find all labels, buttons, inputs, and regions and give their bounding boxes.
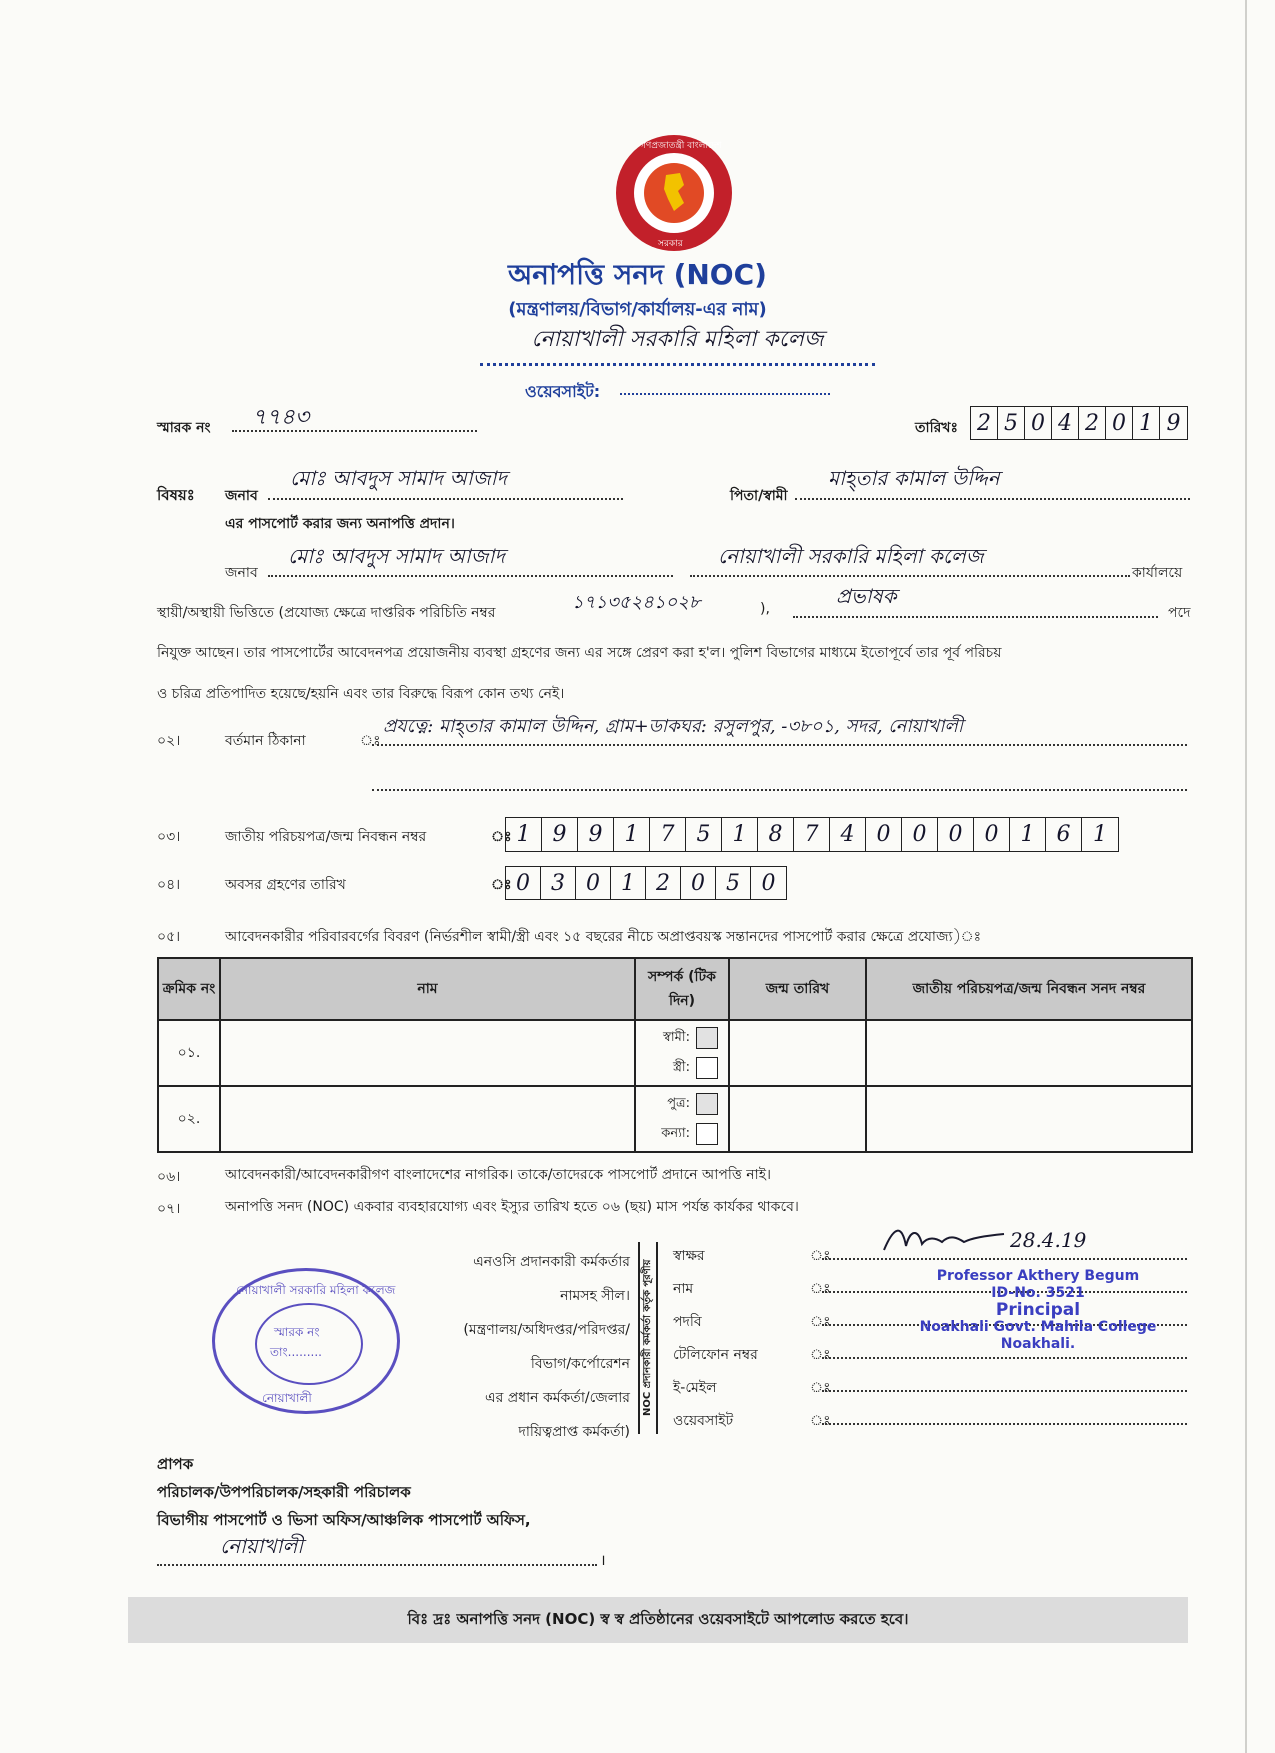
family-members-table [157, 957, 1193, 1153]
header-relation: সম্পর্ক (টিক দিন) [635, 958, 729, 1020]
body-paragraph-1: নিযুক্ত আছেন। তার পাসপোর্টের আবেদনপত্র প্রয়োজনীয় ব্যবস্থা গ্রহণের জন্য এর সঙ্গে প্রেরণ করা হ'ল। পুলিশ বিভাগের মাধ্যমে ইতোপূর্বে তার পূর্ব পরিচয় [157, 645, 1002, 661]
subject-mr-label: জনাব [225, 488, 258, 504]
memo-label: স্মারক নং [157, 420, 211, 436]
digit-box: 0 [681, 867, 716, 899]
officer-line: নামসহ সীল। [560, 1288, 630, 1304]
digit-box: 4 [830, 818, 866, 851]
digit-box: 1 [614, 818, 650, 851]
item-05-num: ০৫। [157, 929, 181, 945]
daughter-checkbox[interactable] [696, 1123, 718, 1145]
field-colon: ঃ [810, 1314, 831, 1330]
item-05-label: আবেদনকারীর পরিবারবর্গের বিবরণ (নির্ভরশীল স্বামী/স্ত্রী এবং ১৫ বছরের নীচে অপ্রাপ্তবয়স্ক সন্তানদের পাসপোর্ট করার ক্ষেত্রে প্রযোজ্য)ঃ [225, 929, 982, 945]
digit-box: 6 [1046, 818, 1082, 851]
recipient-end: । [600, 1551, 606, 1569]
header-dob: জন্ম তারিখ [729, 958, 866, 1020]
digit-box: 1 [722, 818, 758, 851]
relation-cell [635, 1086, 729, 1152]
date-digit-boxes [970, 406, 1188, 440]
header-name: নাম [220, 958, 635, 1020]
subject-name: মোঃ আবদুস সামাদ আজাদ [290, 466, 507, 490]
row-name-cell[interactable] [220, 1020, 635, 1086]
recipient-city: নোয়াখালী [220, 1534, 303, 1558]
digit-box: 0 [866, 818, 902, 851]
father-label: পিতা/স্বামী [730, 488, 788, 504]
relation-cell [635, 1020, 729, 1086]
relation-label: স্ত্রী: [672, 1059, 690, 1075]
row-nid-cell[interactable] [866, 1020, 1192, 1086]
digit-box: 0 [974, 818, 1010, 851]
website-label: ওয়েবসাইট: [525, 382, 601, 401]
row-serial: ০১. [158, 1020, 220, 1086]
email-line [822, 1376, 1187, 1392]
digit-box: 9 [578, 818, 614, 851]
body-mr-label: জনাব [225, 565, 258, 581]
field-label-phone: টেলিফোন নম্বর [673, 1347, 758, 1363]
date-label: তারিখঃ [915, 420, 958, 436]
seal-city: Noakhali. [1000, 1336, 1076, 1352]
stamp-ring-text: নোয়াখালী সরকারি মহিলা কলেজ [236, 1283, 396, 1297]
officer-description [410, 1245, 630, 1449]
vertical-note: NOC প্রদানকারী কর্মকর্তা কর্তৃক পূরণীয় [638, 1242, 658, 1434]
row-name-cell[interactable] [220, 1086, 635, 1152]
relation-label: স্বামী: [663, 1029, 690, 1045]
digit-box: 9 [542, 818, 578, 851]
signature-date: 28.4.19 [1010, 1228, 1087, 1252]
item-02-num: ০২। [157, 733, 181, 749]
officer-line: বিভাগ/কর্পোরেশন [530, 1356, 630, 1372]
basis-text: স্থায়ী/অস্থায়ী ভিত্তিতে (প্রযোজ্য ক্ষেত্রে দাপ্তরিক পরিচিতি নম্বর [157, 605, 496, 621]
digit-box: 1 [1093, 822, 1107, 847]
item-03-label: জাতীয় পরিচয়পত্র/জন্ম নিবন্ধন নম্বর [225, 829, 427, 845]
officer-field-labels [673, 1240, 758, 1438]
officer-line: দায়িত্বপ্রাপ্ত কর্মকর্তা) [518, 1424, 630, 1440]
digit-box: 0 [902, 818, 938, 851]
subject-line2: এর পাসপোর্ট করার জন্য অনাপত্তি প্রদান। [225, 516, 455, 532]
digit-box: 0 [576, 867, 611, 899]
body-office: নোয়াখালী সরকারি মহিলা কলেজ [718, 544, 984, 568]
son-checkbox[interactable] [696, 1093, 718, 1115]
officer-line: এনওসি প্রদানকারী কর্মকর্তার [473, 1254, 630, 1270]
item-06-num: ০৬। [157, 1169, 181, 1185]
subject-label: বিষয়ঃ [157, 486, 195, 504]
website-line [620, 393, 830, 395]
father-name: মাহ্তার কামাল উদ্দিন [828, 466, 1000, 490]
body-name: মোঃ আবদুস সামাদ আজাদ [288, 544, 505, 568]
footer-note: বিঃ দ্রঃ অনাপত্তি সনদ (NOC) স্ব স্ব প্রতিষ্ঠানের ওয়েবসাইটে আপলোড করতে হবে। [407, 1609, 909, 1628]
seal-college: Noakhali Govt. Mahila College [919, 1319, 1157, 1335]
field-label-signature: স্বাক্ষর [673, 1248, 705, 1264]
present-address: প্রযত্নে: মাহ্তার কামাল উদ্দিন, গ্রাম+ডাকঘর: রসুলপুর, -৩৮০১, সদর, নোয়াখালী [383, 716, 963, 737]
digit-box: 0 [761, 870, 776, 896]
field-colon: ঃ [810, 1347, 831, 1363]
row-dob-cell[interactable] [729, 1086, 866, 1152]
address-line-2 [372, 769, 1187, 791]
digit-box: 1 [1133, 407, 1160, 439]
field-colon: ঃ [810, 1248, 831, 1264]
field-colon: ঃ [810, 1413, 831, 1429]
official-seal [918, 1268, 1158, 1353]
digit-box: 5 [998, 407, 1025, 439]
close-paren: ), [760, 601, 770, 617]
stamp-date-text: তাং......... [270, 1345, 322, 1359]
wife-checkbox[interactable] [696, 1057, 718, 1079]
digit-box: 9 [1166, 410, 1181, 436]
digit-box: 0 [1106, 407, 1133, 439]
item-07-text: অনাপত্তি সনদ (NOC) একবার ব্যবহারযোগ্য এবং ইস্যুর তারিখ হতে ০৬ (ছয়) মাস পর্যন্ত কার্যকর থাকবে। [225, 1199, 799, 1215]
official-id: ১৭১৩৫২৪১০২৮ [572, 592, 701, 613]
document-subtitle: (মন্ত্রণালয়/বিভাগ/কার্যালয়-এর নাম) [508, 299, 767, 320]
digit-box: 0 [506, 867, 541, 899]
digit-box: 3 [541, 867, 576, 899]
officer-line: এর প্রধান কর্মকর্তা/জেলার [484, 1390, 630, 1406]
recipient-line-1: পরিচালক/উপপরিচালক/সহকারী পরিচালক [157, 1483, 411, 1501]
emblem-ring-top: গণপ্রজাতন্ত্রী বাংলাদেশ [640, 141, 722, 151]
memo-value: ৭৭৪৩ [252, 405, 310, 430]
header-serial: ক্রমিক নং [158, 958, 220, 1020]
digit-box: 8 [758, 818, 794, 851]
body-paragraph-2: ও চরিত্র প্রতিপাদিত হয়েছে/হয়নি এবং তার বিরুদ্ধে বিরূপ কোন তথ্য নেই। [157, 686, 565, 702]
seal-id: ID-No. 3521 [991, 1285, 1085, 1301]
digit-box: 7 [794, 818, 830, 851]
stamp-bottom-text: নোয়াখালী [262, 1391, 312, 1405]
table-row [158, 1086, 1192, 1152]
item-04-num: ০৪। [157, 877, 181, 893]
table-row [158, 1020, 1192, 1086]
table-header-row [158, 958, 1192, 1020]
office-name: নোয়াখালী সরকারি মহিলা কলেজ [480, 322, 875, 366]
digit-box: 0 [1025, 407, 1052, 439]
seal-title: Principal [995, 1300, 1081, 1320]
field-label-name: নাম [673, 1281, 694, 1297]
footer-note-bar [128, 1597, 1188, 1643]
digit-box: 2 [971, 407, 998, 439]
field-colon: ঃ [810, 1281, 831, 1297]
row-nid-cell[interactable] [866, 1086, 1192, 1152]
recipient-label: প্রাপক [157, 1455, 194, 1473]
handwritten-signature [880, 1220, 1010, 1260]
husband-checkbox[interactable] [696, 1027, 718, 1049]
header-nid: জাতীয় পরিচয়পত্র/জন্ম নিবন্ধন সনদ নম্বর [866, 958, 1192, 1020]
item-03-colon: ঃ [491, 829, 512, 845]
document-title: অনাপত্তি সনদ (NOC) [508, 258, 767, 291]
item-02-colon: ঃ [360, 733, 381, 749]
digit-box: 4 [1052, 407, 1079, 439]
digit-box: 0 [938, 818, 974, 851]
field-label-email: ই-মেইল [673, 1380, 717, 1396]
officer-line: (মন্ত্রণালয়/অধিদপ্তর/পরিদপ্তর/ [463, 1322, 630, 1338]
item-04-label: অবসর গ্রহণের তারিখ [225, 877, 346, 893]
nid-digit-boxes [505, 817, 1119, 852]
post-suffix: পদে [1168, 605, 1191, 621]
digit-box: 1 [1010, 818, 1046, 851]
stamp-center-text: স্মারক নং [274, 1325, 320, 1339]
digit-box: 7 [650, 818, 686, 851]
digit-box: 1 [611, 867, 646, 899]
field-colon: ঃ [810, 1380, 831, 1396]
retirement-date-boxes [505, 866, 787, 900]
relation-label: কন্যা: [661, 1125, 690, 1141]
field-label-designation: পদবি [673, 1314, 702, 1330]
row-serial: ০২. [158, 1086, 220, 1152]
item-07-num: ০৭। [157, 1201, 181, 1217]
field-label-website: ওয়েবসাইট [673, 1413, 734, 1429]
item-04-colon: ঃ [491, 877, 512, 893]
emblem-ring-bottom: সরকার [658, 239, 683, 249]
digit-box: 1 [506, 818, 542, 851]
item-06-text: আবেদনকারী/আবেদনকারীগণ বাংলাদেশের নাগরিক। তাকে/তাদেরকে পাসপোর্ট প্রদানে আপত্তি নাই। [225, 1167, 772, 1183]
row-dob-cell[interactable] [729, 1020, 866, 1086]
digit-box: 5 [716, 867, 751, 899]
website-field-line [822, 1409, 1187, 1425]
digit-box: 2 [646, 867, 681, 899]
recipient-line-2: বিভাগীয় পাসপোর্ট ও ভিসা অফিস/আঞ্চলিক পাসপোর্ট অফিস, [157, 1511, 531, 1529]
item-02-label: বর্তমান ঠিকানা [225, 733, 306, 749]
digit-box: 5 [686, 818, 722, 851]
office-suffix: কার্যালয়ে [1132, 565, 1183, 581]
item-03-num: ০৩। [157, 829, 181, 845]
digit-box: 2 [1079, 407, 1106, 439]
relation-label: পুত্র: [667, 1095, 690, 1111]
designation: প্রভাষক [836, 584, 897, 608]
seal-name: Professor Akthery Begum [936, 1268, 1140, 1284]
